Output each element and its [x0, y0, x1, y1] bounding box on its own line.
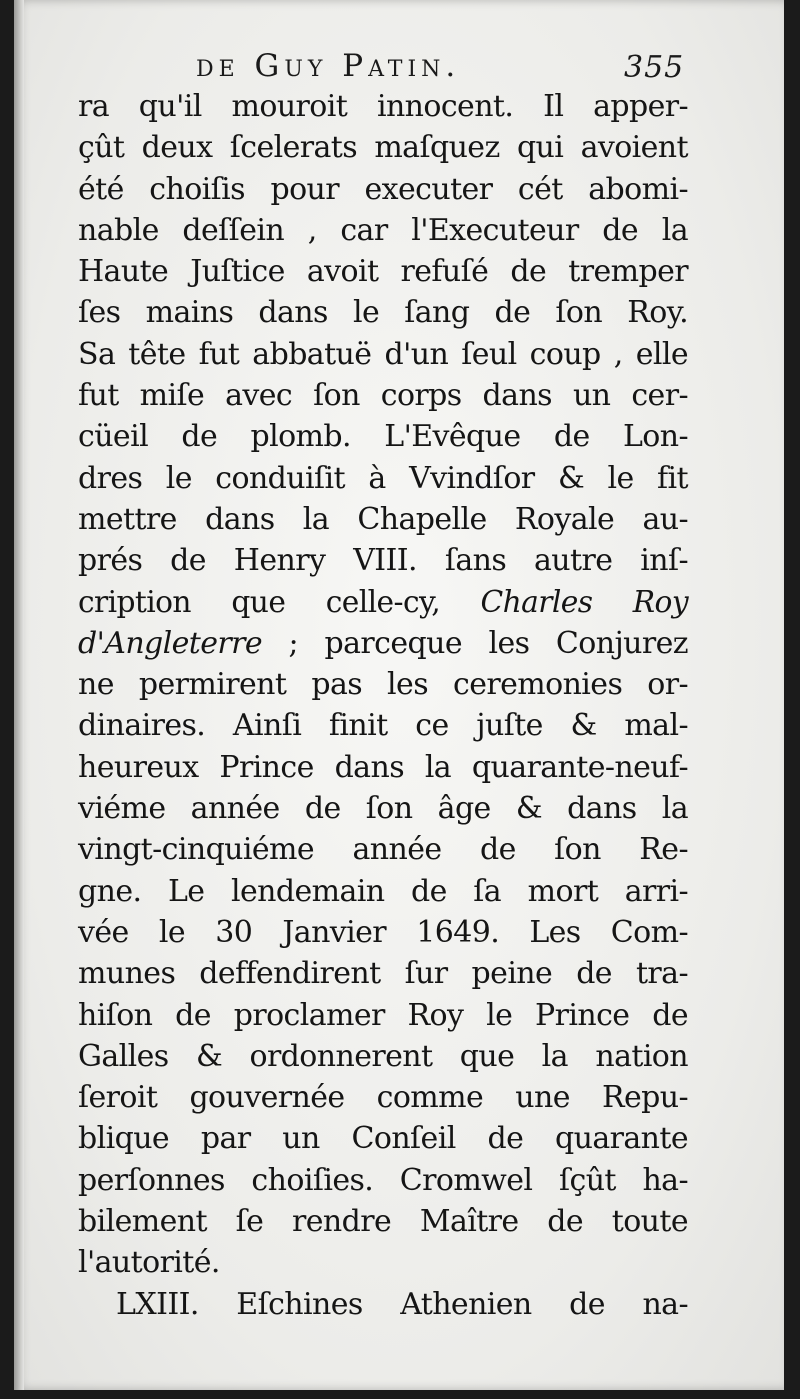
page-number: 355 — [624, 50, 685, 85]
text-line: fut miſe avec ſon corps dans un cer- — [78, 378, 688, 414]
text-line: mettre dans la Chapelle Royale au- — [78, 501, 688, 537]
page-gutter-shadow — [14, 0, 24, 1390]
text-line: munes deffendirent ſur peine de tra- — [78, 956, 688, 992]
text-line: vingt-cinquiéme année de ſon Re- — [78, 832, 688, 868]
running-head: de Guy Patin. — [196, 48, 461, 84]
text-line: prés de Henry VIII. ſans autre inſ- — [78, 543, 688, 579]
text-line: heureux Prince dans la quarante-neuf- — [78, 749, 688, 785]
text-line: cüeil de plomb. L'Evêque de Lon- — [78, 419, 688, 455]
text-line: gne. Le lendemain de ſa mort arri- — [78, 873, 688, 909]
text-line: viéme année de ſon âge & dans la — [78, 791, 688, 827]
section-heading-line: LXIII. Eſchines Athenien de na- — [116, 1286, 688, 1322]
text-line: hiſon de proclamer Roy le Prince de — [78, 997, 688, 1033]
book-page — [14, 0, 784, 1390]
text-line: ra qu'il mouroit innocent. Il apper- — [78, 89, 688, 124]
text-line: perſonnes choiſies. Cromwel ſçût ha- — [78, 1162, 688, 1198]
text-line: bilement ſe rendre Maître de toute — [78, 1204, 688, 1240]
text-line: dres le conduiſit à Vvindſor & le fit — [78, 460, 688, 496]
text-line: Galles & ordonnerent que la nation — [78, 1038, 688, 1074]
italic-inscription: d'Angleterre — [78, 625, 263, 661]
text-line: Haute Juſtice avoit refuſé de tremper — [78, 254, 688, 290]
italic-inscription: Charles Roy — [480, 584, 689, 620]
text-line: l'autorité. — [78, 1245, 220, 1281]
text-line: ne permirent pas les ceremonies or- — [78, 667, 688, 703]
body-text — [78, 86, 688, 1325]
text-line: dinaires. Ainſi finit ce juſte & mal- — [78, 708, 688, 744]
text-line: ſes mains dans le ſang de ſon Roy. — [78, 295, 688, 331]
text-line: d'Angleterre ; parceque les Conjurez — [78, 625, 688, 661]
text-line: blique par un Conſeil de quarante — [78, 1121, 688, 1157]
text-line: nable deſſein , car l'Executeur de la — [78, 212, 688, 248]
text-line: vée le 30 Janvier 1649. Les Com- — [78, 914, 688, 950]
text-line: ſeroit gouvernée comme une Repu- — [78, 1080, 688, 1116]
text-line: çût deux ſcelerats maſquez qui avoient — [78, 130, 688, 166]
text-line: Sa tête fut abbatuë d'un ſeul coup , elle — [78, 336, 688, 372]
text-line: été choiſis pour executer cét abomi- — [78, 171, 688, 207]
text-line: cription que celle-cy, Charles Roy — [78, 584, 689, 620]
